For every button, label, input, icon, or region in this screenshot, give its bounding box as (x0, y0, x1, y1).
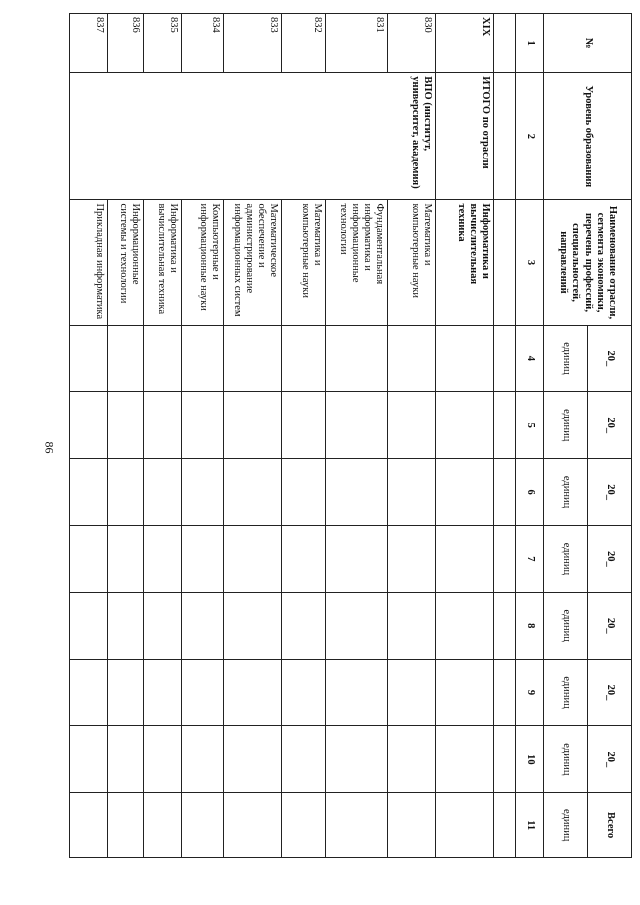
header-unit: единиц (544, 592, 588, 659)
spacer-row (494, 14, 516, 858)
col-number: 6 (516, 459, 544, 526)
row-name: Информатика и вычислительная техника (436, 200, 494, 325)
row-name: Фундаментальная информатика и информационные технологии (326, 200, 388, 325)
data-table (69, 13, 632, 858)
column-number-row (516, 14, 544, 858)
header-unit: единиц (544, 726, 588, 793)
header-unit: единиц (544, 325, 588, 392)
table-row (436, 14, 494, 858)
row-no: 834 (182, 14, 224, 73)
header-year: 20_ (588, 459, 632, 526)
header-level: Уровень образования (544, 73, 632, 200)
col-number: 10 (516, 726, 544, 793)
page-number (34, 432, 64, 462)
row-no: 832 (282, 14, 326, 73)
header-unit: единиц (544, 459, 588, 526)
row-level: ИТОГО по отрасли (436, 73, 494, 200)
table-row (388, 14, 436, 858)
header-year: 20_ (588, 325, 632, 392)
header-total: Всего (588, 793, 632, 858)
page-number-text: 86 (42, 441, 57, 453)
header-year: 20_ (588, 525, 632, 592)
header-year: 20_ (588, 592, 632, 659)
row-level: ВПО (институт, университет, академия) (70, 73, 436, 200)
row-name: Информатика и вычислительная техника (144, 200, 182, 325)
header-unit: единиц (544, 659, 588, 726)
header-unit: единиц (544, 793, 588, 858)
header-unit: единиц (544, 392, 588, 459)
row-name: Компьютерные и информационные науки (182, 200, 224, 325)
row-no: 837 (70, 14, 108, 73)
col-number: 5 (516, 392, 544, 459)
row-no: 831 (326, 14, 388, 73)
header-no: № (544, 14, 632, 73)
col-number: 2 (516, 73, 544, 200)
col-number: 9 (516, 659, 544, 726)
col-number: 4 (516, 325, 544, 392)
col-number: 8 (516, 592, 544, 659)
row-no: 833 (224, 14, 282, 73)
header-row-1 (588, 14, 632, 858)
header-unit: единиц (544, 525, 588, 592)
header-name: Наименование отрасли, сегмента экономики, перечень профессий, специальностей, направлений (544, 200, 632, 325)
row-no: XIX (436, 14, 494, 73)
col-number: 7 (516, 525, 544, 592)
row-name: Математика и компьютерные науки (388, 200, 436, 325)
col-number: 1 (516, 14, 544, 73)
row-name: Информационные системы и технологии (108, 200, 144, 325)
row-name: Прикладная информатика (70, 200, 108, 325)
col-number: 11 (516, 793, 544, 858)
row-no: 835 (144, 14, 182, 73)
header-year: 20_ (588, 659, 632, 726)
data-table-rotated (82, 13, 632, 858)
row-no: 836 (108, 14, 144, 73)
row-name: Математика и компьютерные науки (282, 200, 326, 325)
row-no: 830 (388, 14, 436, 73)
header-year: 20_ (588, 392, 632, 459)
header-year: 20_ (588, 726, 632, 793)
col-number: 3 (516, 200, 544, 325)
row-name: Математическое обеспечение и администрирование информационных систем (224, 200, 282, 325)
